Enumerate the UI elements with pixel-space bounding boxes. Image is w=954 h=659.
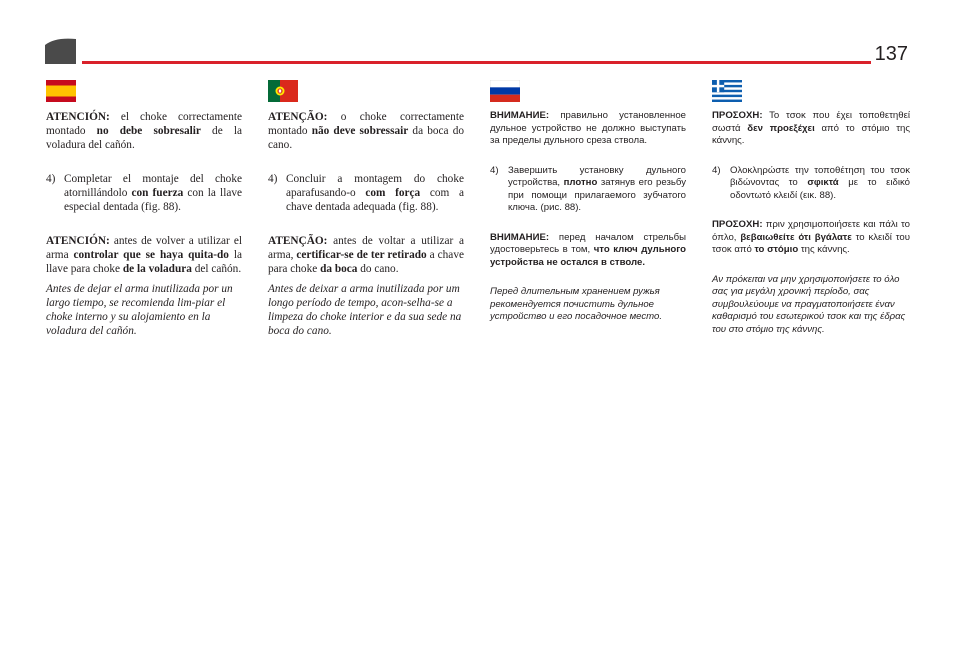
header-tab-icon (45, 37, 76, 64)
header-red-rule (82, 61, 871, 64)
step-4: 4) Завершить установку дульного устройства, плотно затянув его резьбу при помощи прилагаемого зубчатого ключа. (рис. 88). (490, 164, 686, 213)
step-4: 4) Completar el montaje del choke atornillándolo con fuerza con la llave especial dentada (fig. 88). (46, 173, 243, 213)
header-tab-marker (45, 37, 76, 64)
column-greek (712, 80, 910, 336)
attention-note-2: ΠΡΟΣΟΧΗ: πριν χρησιμοποιήσετε και πάλι το όπλο, βεβαιωθείτε ότι βγάλατε το κλειδί του τσοκ από το στόμιο της κάννης. (712, 219, 910, 255)
attention-note-1: ΠΡΟΣΟΧΗ: Το τσοκ που έχει τοποθετηθεί σωστά δεν προεξέχει από το στόμιο της κάννης. (712, 110, 910, 146)
step-4: 4) Ολοκληρώστε την τοποθέτηση του τσοκ βιδώνοντας το σφικτά με το ειδικό οδοντωτό κλειδί (εικ. 88). (712, 164, 910, 201)
maintenance-note: Antes de deixar a arma inutilizada por um longo período de tempo, acon-selha-se a limpeza do choke interior e da sua sede na boca do cano. (268, 283, 462, 337)
column-portuguese (268, 80, 464, 338)
attention-note-1: ВНИМАНИЕ: правильно установленное дульное устройство не должно выступать за пределы дульного среза ствола. (490, 110, 686, 146)
attention-note-1: ATENÇÃO: o choke correctamente montado não deve sobressair da boca do cano. (268, 111, 465, 151)
column-russian (490, 80, 686, 324)
portugal-flag-icon (268, 80, 298, 102)
russia-flag-icon (490, 80, 520, 102)
maintenance-note: Antes de dejar el arma inutilizada por un largo tiempo, se recomienda lim-piar el choke interno y su alojamiento en la voladura del cañón. (46, 283, 233, 337)
attention-note-2: ATENÇÃO: antes de voltar a utilizar a arma, certificar-se de ter retirado a chave para choke da boca do cano. (268, 235, 464, 275)
page-number: 137 (874, 43, 908, 65)
attention-note-1: ATENCIÓN: el choke correctamente montado no debe sobresalir de la voladura del cañón. (46, 111, 243, 151)
attention-note-2: ВНИМАНИЕ: перед началом стрельбы удостоверьтесь в том, что ключ дульного устройства не остался в стволе. (490, 231, 686, 268)
maintenance-note: Αν πρόκειται να μην χρησιμοποιήσετε το όλο σας για μεγάλη χρονική περίοδο, σας συμβουλεύουμε να πραγματοποιήσετε έναν καθαρισμό του εσωτερικού τσοκ και της έδρας του στο στόμιο της κάννης. (712, 273, 906, 335)
step-4: 4) Concluir a montagem do choke aparafusando-o com força com a chave dentada adequada (fig. 88). (268, 173, 464, 213)
spain-flag-icon (46, 80, 76, 102)
maintenance-note: Перед длительным хранением ружья рекомендуется почистить дульное устройство и его посадочное место. (490, 286, 663, 322)
attention-note-2: ATENCIÓN: antes de volver a utilizar el arma controlar que se haya quita-do la llave para choke de la voladura del cañón. (46, 235, 243, 275)
column-spanish (46, 80, 242, 338)
greece-flag-icon (712, 80, 742, 102)
